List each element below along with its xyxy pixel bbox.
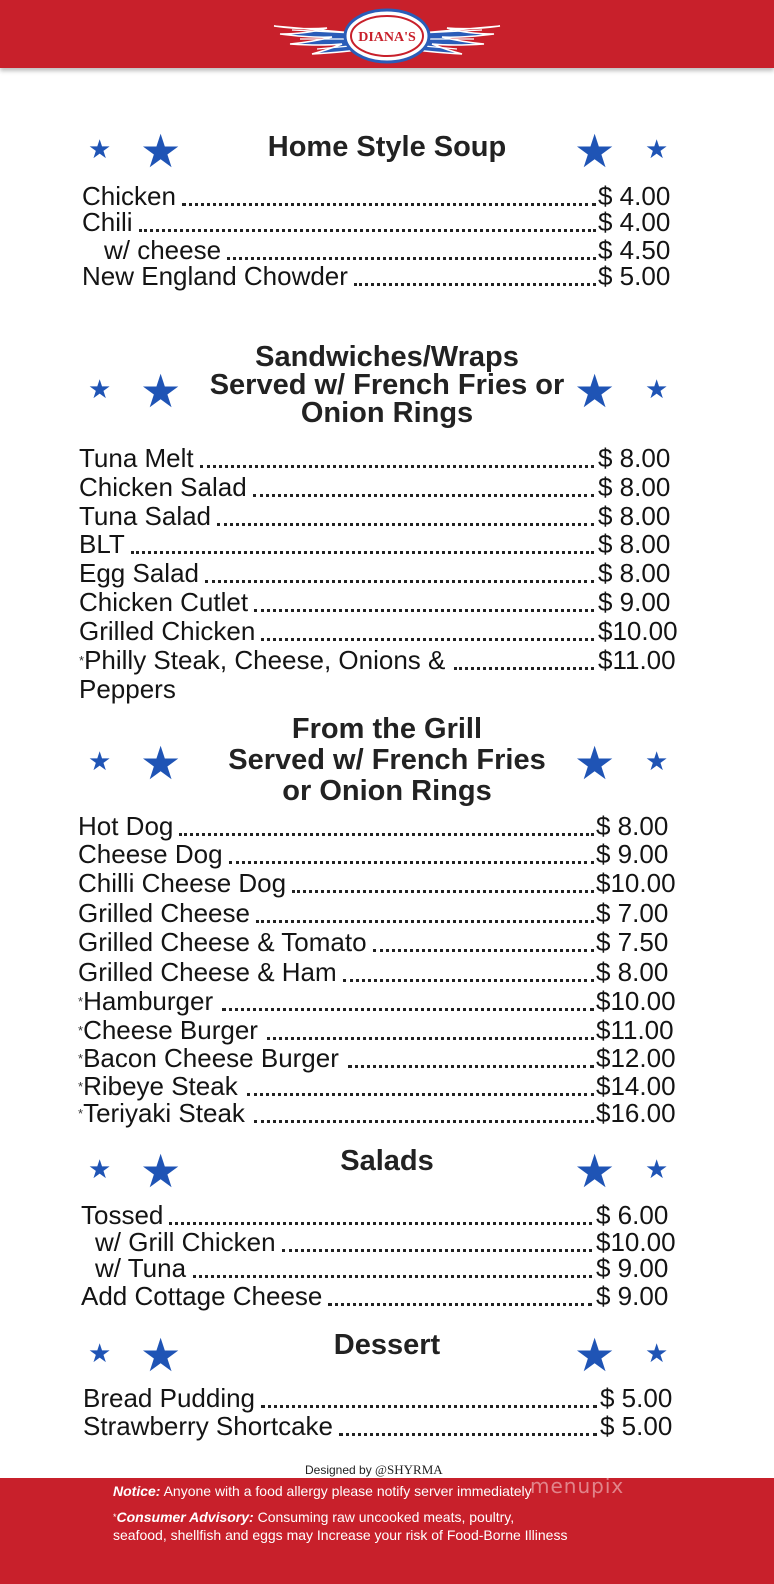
item-name-text: Grilled Cheese & Ham bbox=[78, 957, 337, 987]
item-price: $11.00 bbox=[596, 1015, 674, 1045]
item-price: $ 8.00 bbox=[596, 811, 669, 841]
menu-item bbox=[0, 473, 774, 502]
item-price: $ 8.00 bbox=[598, 558, 671, 588]
item-name bbox=[78, 987, 213, 1016]
section-title-salads: Salads bbox=[340, 1145, 434, 1177]
item-name-text: Philly Steak, Cheese, Onions & bbox=[84, 645, 446, 675]
star-icon: ★ bbox=[88, 746, 112, 776]
item-name-continuation: Peppers bbox=[79, 674, 176, 704]
menu-item bbox=[0, 646, 774, 675]
item-name bbox=[78, 899, 250, 928]
item-name-text: Tossed bbox=[81, 1200, 164, 1230]
leader-dots bbox=[200, 465, 594, 468]
leader-dots bbox=[182, 203, 596, 206]
star-icon: ★ bbox=[140, 125, 182, 177]
star-icon: ★ bbox=[574, 737, 616, 789]
item-name bbox=[79, 588, 248, 617]
item-price: $ 9.00 bbox=[596, 1281, 669, 1311]
item-name bbox=[82, 208, 133, 237]
item-name bbox=[78, 1044, 339, 1073]
leader-dots bbox=[217, 523, 594, 526]
leader-dots bbox=[328, 1303, 592, 1306]
item-name-text: Bread Pudding bbox=[83, 1383, 256, 1413]
leader-dots bbox=[222, 1008, 594, 1011]
leader-dots bbox=[254, 609, 594, 612]
leader-dots bbox=[253, 494, 594, 497]
item-price: $ 8.00 bbox=[598, 472, 671, 502]
star-icon: ★ bbox=[645, 134, 669, 164]
menu-item bbox=[0, 1412, 774, 1441]
menu-item bbox=[0, 1072, 774, 1101]
item-name bbox=[82, 262, 348, 291]
leader-dots bbox=[339, 1433, 597, 1436]
item-name bbox=[83, 1384, 255, 1413]
item-price: $ 7.00 bbox=[596, 898, 669, 928]
star-icon: ★ bbox=[645, 374, 669, 404]
item-name-text: Bacon Cheese Burger bbox=[83, 1043, 339, 1073]
leader-dots bbox=[247, 1093, 594, 1096]
brand-name: DIANA'S bbox=[358, 30, 416, 45]
allergy-notice: Notice: Anyone with a food allergy please notify server immediately bbox=[113, 1483, 532, 1499]
item-price: $ 9.00 bbox=[598, 587, 671, 617]
item-name-text: Grilled Cheese & Tomato bbox=[78, 927, 367, 957]
consumer-advisory-line-1: *Consumer Advisory: Consuming raw uncooked meats, poultry, bbox=[113, 1509, 515, 1525]
menu-item bbox=[0, 1384, 774, 1413]
item-name-text: Chili bbox=[82, 207, 133, 237]
leader-dots bbox=[254, 1120, 594, 1123]
menu-item bbox=[0, 444, 774, 473]
star-icon: ★ bbox=[574, 365, 616, 417]
menu-item bbox=[0, 502, 774, 531]
consumer-advisory-mark: * bbox=[78, 1106, 84, 1121]
item-name-text: Hot Dog bbox=[78, 811, 174, 841]
section-title-sandwiches: Served w/ French Fries or bbox=[209, 369, 565, 401]
leader-dots bbox=[139, 229, 596, 232]
designer-credit: Designed by @SHYRMA bbox=[305, 1462, 443, 1477]
item-price: $ 5.00 bbox=[600, 1383, 673, 1413]
item-name-text: Cheese Burger bbox=[83, 1015, 258, 1045]
leader-dots bbox=[267, 1037, 594, 1040]
item-name-text: Chicken Cutlet bbox=[79, 587, 249, 617]
menu-item-continuation bbox=[0, 675, 774, 704]
star-icon: ★ bbox=[574, 125, 616, 177]
menu-item bbox=[0, 1099, 774, 1128]
star-icon: ★ bbox=[645, 1338, 669, 1368]
consumer-advisory-mark: * bbox=[78, 1079, 84, 1094]
consumer-advisory-line-2: seafood, shellfish and eggs may Increase your risk of Food-Borne Illiness bbox=[113, 1527, 568, 1543]
star-icon: ★ bbox=[645, 746, 669, 776]
item-name bbox=[78, 928, 367, 957]
menu-item bbox=[0, 869, 774, 898]
item-name bbox=[95, 1254, 186, 1283]
item-price: $ 4.50 bbox=[598, 235, 671, 265]
item-price: $ 8.00 bbox=[596, 957, 669, 987]
leader-dots bbox=[256, 920, 594, 923]
item-name-text: Cheese Dog bbox=[78, 839, 223, 869]
item-name bbox=[78, 1016, 258, 1045]
menu-item bbox=[0, 899, 774, 928]
leader-dots bbox=[193, 1275, 592, 1278]
item-price: $10.00 bbox=[596, 986, 676, 1016]
item-price: $11.00 bbox=[598, 645, 676, 675]
item-name-text: BLT bbox=[79, 529, 125, 559]
star-icon: ★ bbox=[88, 1338, 112, 1368]
consumer-advisory-mark: * bbox=[78, 994, 84, 1009]
item-price: $16.00 bbox=[596, 1098, 676, 1128]
menu-item bbox=[0, 588, 774, 617]
star-icon: ★ bbox=[88, 134, 112, 164]
star-icon: ★ bbox=[574, 1145, 616, 1197]
item-name-text: Grilled Chicken bbox=[79, 616, 256, 646]
item-price: $ 5.00 bbox=[598, 261, 671, 291]
menu-item bbox=[0, 1044, 774, 1073]
menu-item bbox=[0, 1201, 774, 1230]
item-price: $ 8.00 bbox=[598, 529, 671, 559]
item-name bbox=[79, 646, 445, 675]
menu-item bbox=[0, 840, 774, 869]
star-icon: ★ bbox=[140, 1145, 182, 1197]
item-name bbox=[79, 502, 211, 531]
item-price: $ 8.00 bbox=[598, 501, 671, 531]
menu-item bbox=[0, 262, 774, 291]
leader-dots bbox=[343, 979, 594, 982]
leader-dots bbox=[261, 1405, 597, 1408]
leader-dots bbox=[227, 257, 596, 260]
item-name-text: w/ Tuna bbox=[95, 1253, 187, 1283]
item-name-text: Hamburger bbox=[83, 986, 214, 1016]
leader-dots bbox=[354, 283, 596, 286]
star-icon: ★ bbox=[140, 737, 182, 789]
item-name-text: Add Cottage Cheese bbox=[81, 1281, 323, 1311]
menu-item bbox=[0, 530, 774, 559]
item-name-text: Grilled Cheese bbox=[78, 898, 250, 928]
item-price: $10.00 bbox=[596, 868, 676, 898]
leader-dots bbox=[454, 667, 594, 670]
item-name-text: Chilli Cheese Dog bbox=[78, 868, 287, 898]
item-name bbox=[79, 530, 125, 559]
star-icon: ★ bbox=[574, 1329, 616, 1381]
item-price: $ 6.00 bbox=[596, 1200, 669, 1230]
item-name bbox=[79, 617, 255, 646]
consumer-advisory-mark: * bbox=[78, 1023, 84, 1038]
item-price: $ 5.00 bbox=[600, 1411, 673, 1441]
item-name-text: w/ Grill Chicken bbox=[95, 1227, 276, 1257]
section-title-soup: Home Style Soup bbox=[267, 131, 507, 163]
item-name bbox=[81, 1282, 322, 1311]
section-title-grill: or Onion Rings bbox=[282, 775, 492, 807]
dianas-logo bbox=[272, 4, 502, 68]
item-price: $ 4.00 bbox=[598, 181, 671, 211]
leader-dots bbox=[292, 890, 594, 893]
star-icon: ★ bbox=[140, 365, 182, 417]
menu-item bbox=[0, 958, 774, 987]
item-name bbox=[78, 840, 223, 869]
leader-dots bbox=[179, 833, 594, 836]
leader-dots bbox=[282, 1249, 592, 1252]
item-name-text: w/ cheese bbox=[104, 235, 222, 265]
menu-item bbox=[0, 1254, 774, 1283]
section-title-sandwiches: Onion Rings bbox=[300, 397, 474, 429]
item-name bbox=[81, 1201, 163, 1230]
item-name-text: Chicken Salad bbox=[79, 472, 247, 502]
section-title-dessert: Dessert bbox=[333, 1329, 441, 1361]
item-name-text: Teriyaki Steak bbox=[83, 1098, 245, 1128]
section-title-sandwiches: Sandwiches/Wraps bbox=[255, 341, 519, 373]
item-name-text: Tuna Melt bbox=[79, 443, 194, 473]
item-name bbox=[79, 444, 194, 473]
leader-dots bbox=[131, 551, 594, 554]
item-price: $ 9.00 bbox=[596, 1253, 669, 1283]
star-icon: ★ bbox=[88, 374, 112, 404]
item-name bbox=[78, 1072, 238, 1101]
item-price: $ 4.00 bbox=[598, 207, 671, 237]
item-name-text: Strawberry Shortcake bbox=[83, 1411, 333, 1441]
item-price: $10.00 bbox=[598, 616, 678, 646]
item-price: $12.00 bbox=[596, 1043, 676, 1073]
item-price: $ 9.00 bbox=[596, 839, 669, 869]
section-title-grill: From the Grill bbox=[291, 713, 483, 745]
leader-dots bbox=[373, 949, 594, 952]
item-name bbox=[78, 812, 173, 841]
leader-dots bbox=[261, 638, 594, 641]
item-price: $14.00 bbox=[596, 1071, 676, 1101]
leader-dots bbox=[229, 861, 594, 864]
item-name bbox=[78, 1099, 245, 1128]
menu-item bbox=[0, 812, 774, 841]
item-name bbox=[78, 869, 286, 898]
item-name bbox=[79, 559, 199, 588]
leader-dots bbox=[205, 580, 594, 583]
item-name-text: Chicken bbox=[82, 181, 176, 211]
star-icon: ★ bbox=[140, 1329, 182, 1381]
star-icon: ★ bbox=[645, 1154, 669, 1184]
consumer-advisory-mark: * bbox=[78, 1051, 84, 1066]
leader-dots bbox=[348, 1065, 594, 1068]
item-name-text: Ribeye Steak bbox=[83, 1071, 238, 1101]
section-title-grill: Served w/ French Fries bbox=[228, 744, 546, 776]
menu-item bbox=[0, 617, 774, 646]
menu-item bbox=[0, 928, 774, 957]
menu-item bbox=[0, 1282, 774, 1311]
item-name bbox=[83, 1412, 333, 1441]
star-icon: ★ bbox=[88, 1154, 112, 1184]
menu-item bbox=[0, 1016, 774, 1045]
item-name-text: New England Chowder bbox=[82, 261, 348, 291]
menupix-watermark: menupix bbox=[530, 1474, 625, 1498]
item-price: $10.00 bbox=[596, 1227, 676, 1257]
item-price: $ 7.50 bbox=[596, 927, 669, 957]
leader-dots bbox=[169, 1222, 592, 1225]
menu-item bbox=[0, 208, 774, 237]
item-name-text: Egg Salad bbox=[79, 558, 199, 588]
consumer-advisory-mark: * bbox=[79, 653, 85, 668]
footer-bar bbox=[0, 1478, 774, 1584]
item-name bbox=[79, 473, 247, 502]
item-name bbox=[78, 958, 337, 987]
item-price: $ 8.00 bbox=[598, 443, 671, 473]
menu-item bbox=[0, 987, 774, 1016]
item-name-text: Tuna Salad bbox=[79, 501, 212, 531]
menu-item bbox=[0, 559, 774, 588]
